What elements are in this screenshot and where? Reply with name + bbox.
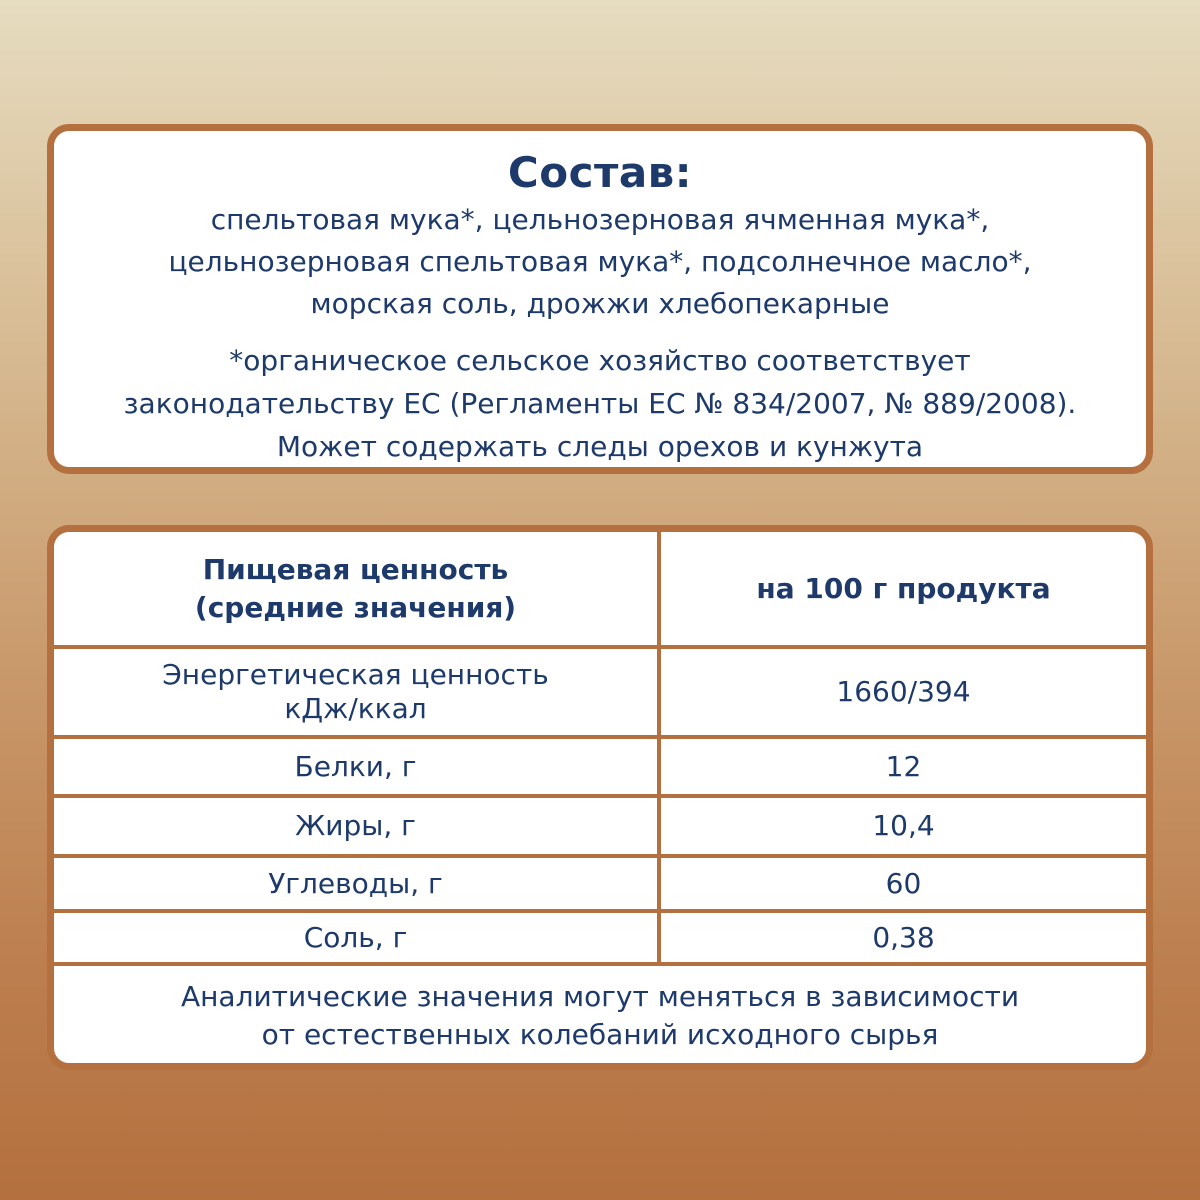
table-header-row [54, 532, 1146, 647]
ingredients-line: спельтовая мука*, цельнозерновая ячменная мука*, [210, 203, 990, 236]
header-line: Пищевая ценность [202, 552, 509, 586]
footnote-line: Аналитические значения могут меняться в зависимости [180, 980, 1020, 1013]
row-value: 0,38 [659, 911, 1146, 964]
nutrition-table [54, 532, 1146, 966]
note-line: *органическое сельское хозяйство соответствует [229, 344, 971, 377]
row-value: 12 [659, 737, 1146, 796]
table-row [54, 856, 1146, 911]
label-line: кДж/ккал [284, 692, 427, 725]
header-per-100g: на 100 г продукта [659, 532, 1146, 647]
ingredients-text [54, 199, 1146, 325]
table-row [54, 911, 1146, 964]
ingredients-line: цельнозерновая спельтовая мука*, подсолнечное масло*, [168, 245, 1032, 278]
table-row [54, 796, 1146, 856]
composition-title: Состав: [507, 148, 693, 197]
note-line: Может содержать следы орехов и кунжута [276, 430, 924, 463]
table-row [54, 737, 1146, 796]
label-line: Энергетическая ценность [162, 658, 549, 691]
row-value: 60 [659, 856, 1146, 911]
analytical-footnote [54, 966, 1146, 1054]
header-nutrition-value [54, 532, 659, 647]
nutrition-card [47, 525, 1153, 1070]
footnote-line: от естественных колебаний исходного сырья [261, 1018, 939, 1051]
row-label: Белки, г [54, 737, 659, 796]
organic-note [54, 339, 1146, 468]
row-value: 1660/394 [659, 647, 1146, 737]
row-label: Жиры, г [54, 796, 659, 856]
row-label: Углеводы, г [54, 856, 659, 911]
row-value: 10,4 [659, 796, 1146, 856]
header-line: (средние значения) [194, 590, 517, 624]
row-label: Соль, г [54, 911, 659, 964]
table-row [54, 647, 1146, 737]
note-line: законодательству ЕС (Регламенты ЕС № 834/2007, № 889/2008). [123, 387, 1077, 420]
ingredients-line: морская соль, дрожжи хлебопекарные [310, 287, 890, 320]
composition-card [47, 124, 1153, 474]
row-label [54, 647, 659, 737]
